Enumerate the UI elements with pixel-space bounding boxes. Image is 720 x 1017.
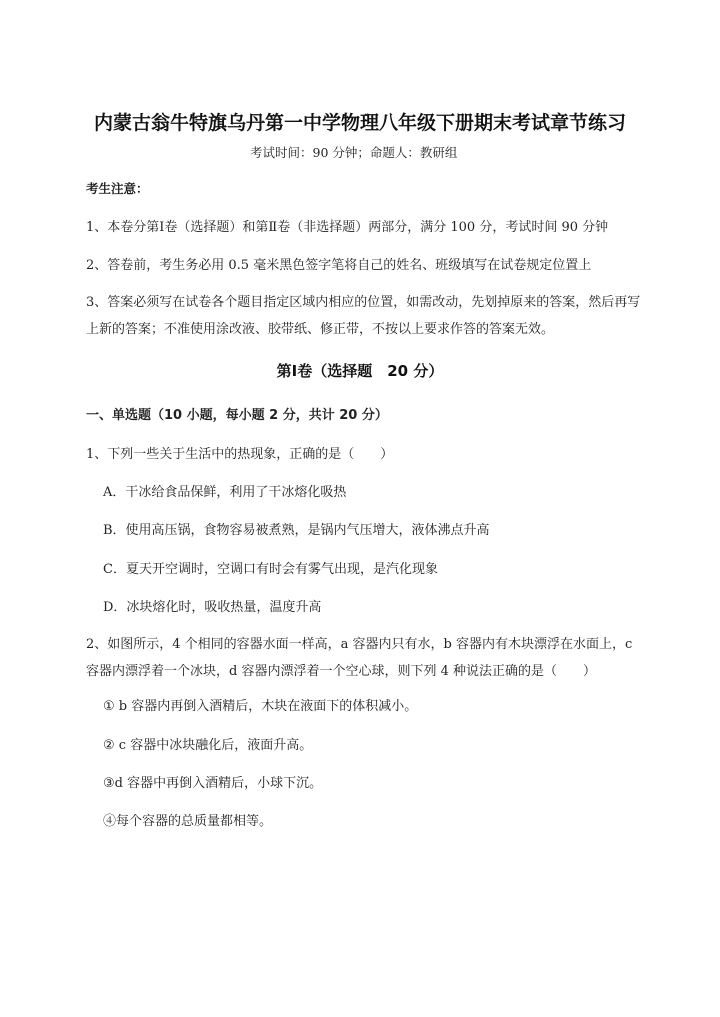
question-2-option-1: ① b 容器内再倒入酒精后，木块在液面下的体积减小。 [103, 699, 418, 714]
question-1-stem: 1、下列一些关于生活中的热现象，正确的是（ ） [86, 447, 394, 462]
question-2-option-3: ③d 容器中再倒入酒精后，小球下沉。 [103, 776, 323, 791]
question-1-option-a: A．干冰给食品保鲜，利用了干冰熔化吸热 [103, 485, 347, 500]
section-title: 第Ⅰ卷（选择题 20 分） [276, 362, 444, 380]
question-1-option-b: B．使用高压锅，食物容易被煮熟，是锅内气压增大，液体沸点升高 [103, 523, 490, 538]
question-1-option-d: D．冰块熔化时，吸收热量，温度升高 [103, 600, 322, 615]
question-2-option-2: ② c 容器中冰块融化后，液面升高。 [103, 738, 313, 753]
question-2-option-4: ④每个容器的总质量都相等。 [103, 814, 273, 829]
part-heading: 一、单选题（10 小题，每小题 2 分，共计 20 分） [86, 408, 388, 423]
notice-item-3: 3、答案必须写在试卷各个题目指定区域内相应的位置，如需改动，先划掉原来的答案，然后再写上新的答案；不准使用涂改液、胶带纸、修正带，不按以上要求作答的答案无效。 [86, 295, 641, 337]
question-1-option-c: C．夏天开空调时，空调口有时会有雾气出现，是汽化现象 [103, 562, 438, 577]
notice-item-1: 1、本卷分第Ⅰ卷（选择题）和第Ⅱ卷（非选择题）两部分，满分 100 分，考试时间 90 分钟 [86, 220, 609, 235]
notice-item-2: 2、答卷前，考生务必用 0.5 毫米黑色签字笔将自己的姓名、班级填写在试卷规定位置上 [86, 258, 592, 273]
question-2-stem: 2、如图所示，4 个相同的容器水面一样高，a 容器内只有水，b 容器内有木块漂浮在水面上，c 容器内漂浮着一个冰块，d 容器内漂浮着一个空心球，则下列 4 种说法正确的是（ ） [86, 637, 633, 679]
exam-title: 内蒙古翁牛特旗乌丹第一中学物理八年级下册期末考试章节练习 [93, 112, 626, 134]
exam-meta: 考试时间：90 分钟；命题人：教研组 [250, 145, 458, 160]
notice-heading: 考生注意： [86, 181, 149, 196]
